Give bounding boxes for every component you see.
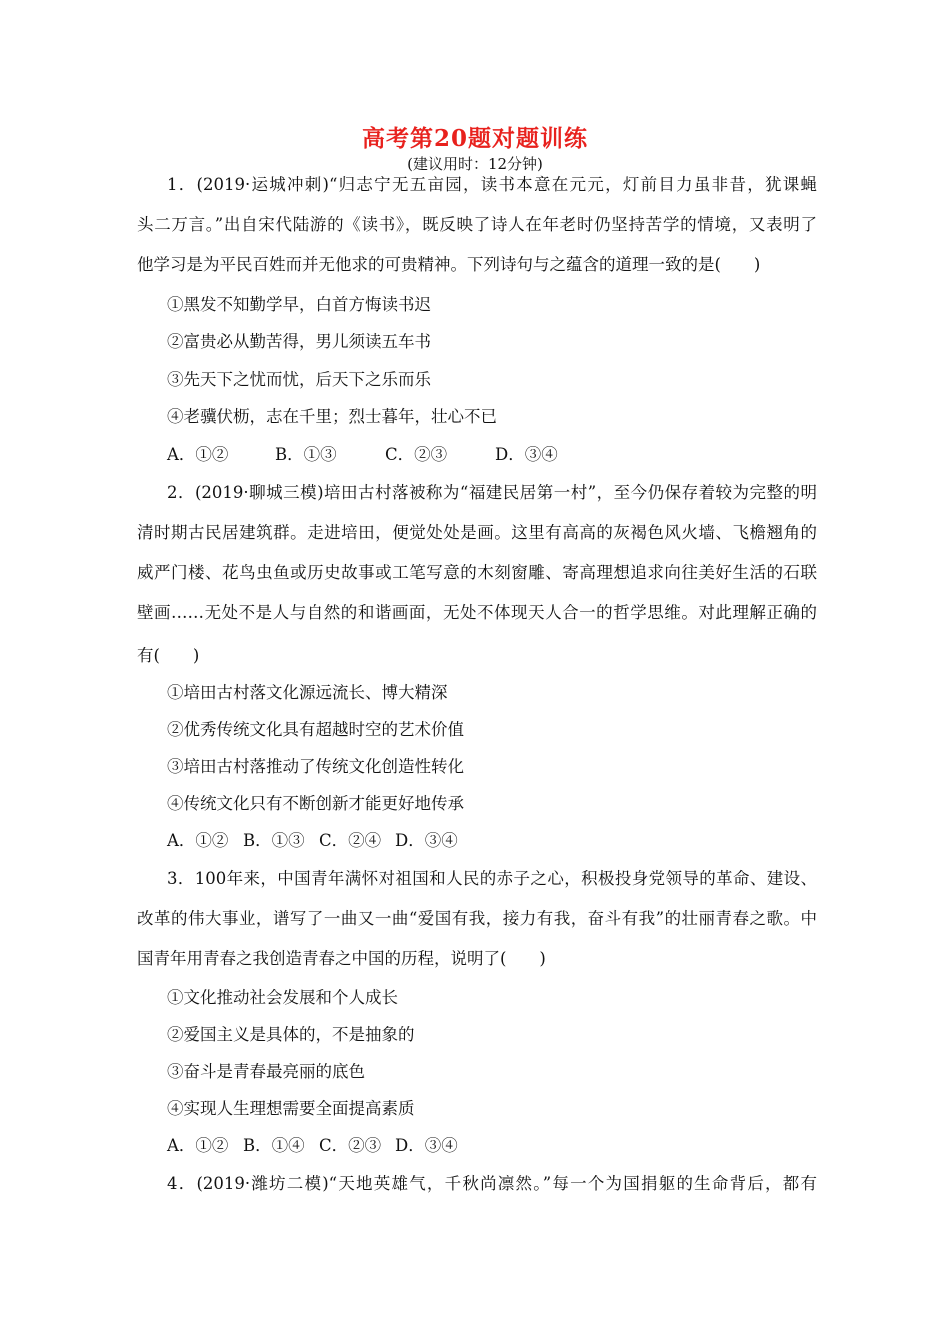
question-4-line-1: 4．(2019·潍坊二模)“天地英雄气，千秋尚凛然。”每一个为国捐躯的生命背后，都有 [167,1174,817,1193]
question-2-choice-d: D．③④ [395,831,458,850]
question-2-choices [167,829,817,853]
question-3-option-1: ①文化推动社会发展和个人成长 [167,988,398,1007]
question-3-option-4: ④实现人生理想需要全面提高素质 [167,1099,415,1118]
question-2-line-4: 壁画……无处不是人与自然的和谐画面，无处不体现天人合一的哲学思维。对此理解正确的 [137,603,817,622]
question-3-choice-c: C．②③ [319,1136,382,1155]
question-1-line-2: 头二万言。”出自宋代陆游的《读书》，既反映了诗人在年老时仍坚持苦学的情境，又表明了 [137,215,817,234]
question-2-choice-b: B．①③ [243,831,305,850]
question-1-choice-c: C．②③ [385,445,448,464]
question-3-line-2: 改革的伟大事业，谱写了一曲又一曲“爱国有我，接力有我，奋斗有我”的壮丽青春之歌。中 [137,909,817,928]
question-2-line-3: 威严门楼、花鸟虫鱼或历史故事或工笔写意的木刻窗雕、寄高理想追求向往美好生活的石联 [137,563,817,582]
question-1-choices [167,443,817,467]
question-1-option-2: ②富贵必从勤苦得，男儿须读五车书 [167,332,431,351]
question-3-choice-d: D．③④ [395,1136,458,1155]
question-1-line-1: 1．(2019·运城冲刺)“归志宁无五亩园，读书本意在元元，灯前目力虽非昔，犹课蝇 [167,175,817,194]
question-2-line-5: 有( ) [137,646,200,665]
question-3-choice-b: B．①④ [243,1136,305,1155]
question-1-choice-b: B．①③ [275,445,337,464]
question-2-option-2: ②优秀传统文化具有超越时空的艺术价值 [167,720,464,739]
question-1-choice-a: A．①② [167,445,229,464]
page-title: 高考第20题对题训练 [361,125,588,152]
question-1-option-3: ③先天下之忧而忧，后天下之乐而乐 [167,370,431,389]
question-1-choice-d: D．③④ [495,445,558,464]
question-2-choice-a: A．①② [167,831,229,850]
question-3-option-2: ②爱国主义是具体的，不是抽象的 [167,1025,415,1044]
question-2-line-2: 清时期古民居建筑群。走进培田，便觉处处是画。这里有高高的灰褐色风火墙、飞檐翘角的 [137,523,817,542]
question-2-option-1: ①培田古村落文化源远流长、博大精深 [167,683,448,702]
question-2-option-4: ④传统文化只有不断创新才能更好地传承 [167,794,464,813]
question-3-option-3: ③奋斗是青春最亮丽的底色 [167,1062,365,1081]
question-3-line-1: 3．100年来，中国青年满怀对祖国和人民的赤子之心，积极投身党领导的革命、建设、 [167,869,817,888]
question-1-option-1: ①黑发不知勤学早，白首方悔读书迟 [167,295,431,314]
question-3-line-3: 国青年用青春之我创造青春之中国的历程，说明了( ) [137,949,546,968]
question-2-option-3: ③培田古村落推动了传统文化创造性转化 [167,757,464,776]
page-subtitle: (建议用时：12分钟) [407,155,543,173]
question-3-choice-a: A．①② [167,1136,229,1155]
question-1-line-3: 他学习是为平民百姓而并无他求的可贵精神。下列诗句与之蕴含的道理一致的是( ) [137,255,761,274]
question-2-line-1: 2．(2019·聊城三模)培田古村落被称为“福建民居第一村”，至今仍保存着较为完整的明 [167,483,817,502]
question-3-choices [167,1134,817,1158]
question-1-option-4: ④老骥伏枥，志在千里；烈士暮年，壮心不已 [167,407,497,426]
question-2-choice-c: C．②④ [319,831,382,850]
